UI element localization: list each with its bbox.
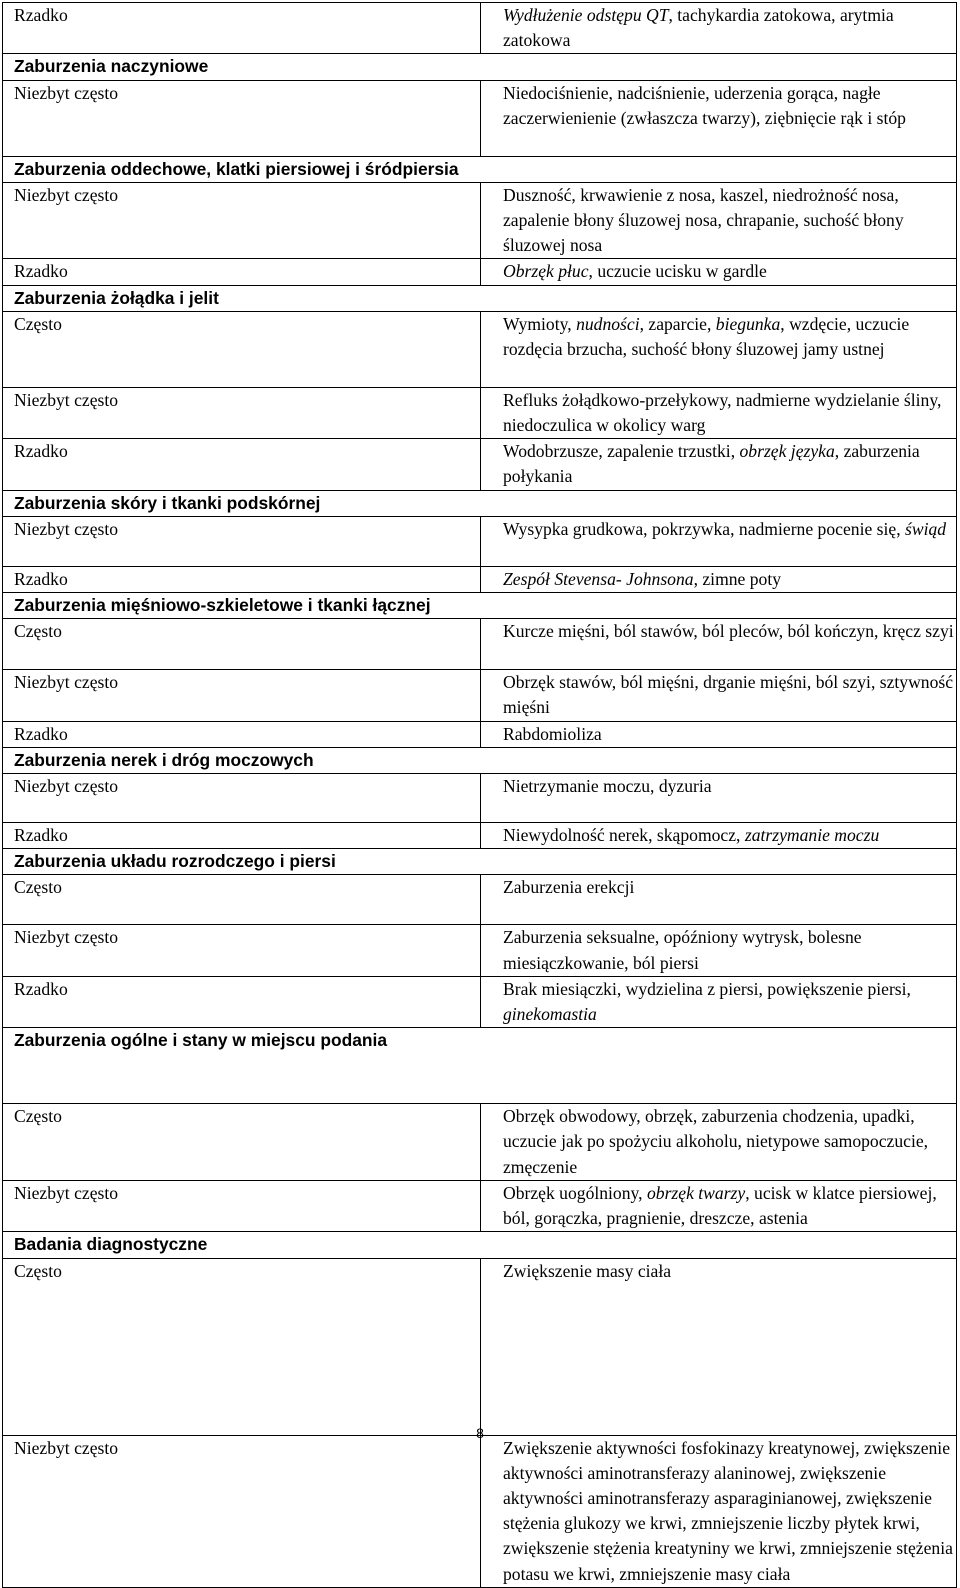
effect-text: Wodobrzusze, zapalenie trzustki, xyxy=(503,441,740,462)
section-header-row xyxy=(3,747,957,773)
table-row xyxy=(3,182,957,259)
effect-text: Wysypka grudkowa, pokrzywka, nadmierne pocenie się, xyxy=(503,518,906,539)
frequency-cell: Niezbyt często xyxy=(3,516,481,566)
frequency-cell: Często xyxy=(3,875,481,925)
effect-text: Zwiększenie masy ciała xyxy=(503,1260,672,1281)
table-row xyxy=(3,516,957,566)
section-header-row xyxy=(3,490,957,516)
effect-text: Niedociśnienie, nadciśnienie, uderzenia gorąca, nagłe zaczerwienienie (zwłaszcza twarzy), ziębnięcie rąk i stóp xyxy=(503,82,906,128)
frequency-cell: Niezbyt często xyxy=(3,387,481,438)
frequency-cell: Często xyxy=(3,619,481,670)
effect-text-italic: Wydłużenie odstępu QT xyxy=(503,5,669,25)
section-title: Zaburzenia układu rozrodczego i piersi xyxy=(3,849,957,875)
effect-cell xyxy=(481,1104,957,1181)
table-row xyxy=(3,976,957,1027)
table-row xyxy=(3,619,957,670)
frequency-cell: Często xyxy=(3,1258,481,1435)
effect-cell xyxy=(481,566,957,592)
table-row xyxy=(3,387,957,438)
frequency-cell: Rzadko xyxy=(3,566,481,592)
frequency-cell: Rzadko xyxy=(3,3,481,54)
table-row xyxy=(3,925,957,976)
effect-cell xyxy=(481,1435,957,1587)
table-row xyxy=(3,774,957,823)
table-row xyxy=(3,875,957,925)
frequency-cell: Rzadko xyxy=(3,439,481,490)
effect-cell xyxy=(481,439,957,490)
section-header-row xyxy=(3,54,957,80)
effect-cell xyxy=(481,80,957,156)
effect-text: , ucisk w klatce piersiowej, ból, gorączka, pragnienie, dreszcze, astenia xyxy=(503,1182,937,1229)
frequency-cell: Niezbyt często xyxy=(3,1180,481,1231)
table-row xyxy=(3,1435,957,1587)
section-title: Zaburzenia naczyniowe xyxy=(3,54,957,80)
effect-text: Zwiększenie aktywności fosfokinazy kreatynowej, zwiększenie aktywności aminotransferazy alaninowej, zwiększenie aktywności aminotransferazy asparaginianowej, zwiększenie stężenia glukozy we krwi, zmniejszenie liczby płytek krwi, zwiększenie stężenia kreatyniny we krwi, zmniejszenie stężenia potasu we krwi, zmniejszenie masy ciała xyxy=(503,1437,953,1584)
effect-text-italic: nudności xyxy=(576,313,640,334)
frequency-cell: Często xyxy=(3,1104,481,1181)
frequency-cell: Niezbyt często xyxy=(3,774,481,823)
effect-text: Rabdomioliza xyxy=(503,723,602,744)
section-title: Zaburzenia mięśniowo-szkieletowe i tkanki łącznej xyxy=(3,593,957,619)
frequency-cell: Rzadko xyxy=(3,976,481,1027)
effect-text-italic: obrzęk twarzy xyxy=(646,1182,746,1203)
effect-text: Refluks żołądkowo-przełykowy, nadmierne wydzielanie śliny, niedoczulica w okolicy warg xyxy=(503,389,942,436)
effect-text: Nietrzymanie moczu, dyzuria xyxy=(503,776,712,797)
effect-text-italic: świąd xyxy=(905,518,947,539)
section-header-row xyxy=(3,1028,957,1104)
table-row xyxy=(3,439,957,490)
effect-text: Duszność, krwawienie z nosa, kaszel, niedrożność nosa, zapalenie błony śluzowej nosa, chrapanie, suchość błony śluzowej nosa xyxy=(503,184,904,256)
effect-cell xyxy=(481,823,957,849)
effect-cell xyxy=(481,1180,957,1231)
effect-cell xyxy=(481,774,957,823)
frequency-cell: Niezbyt często xyxy=(3,670,481,721)
table-row xyxy=(3,1180,957,1231)
effect-text: Brak miesiączki, wydzielina z piersi, powiększenie piersi, xyxy=(503,978,911,999)
effect-cell xyxy=(481,976,957,1027)
effect-text: Obrzęk uogólniony, xyxy=(503,1182,647,1203)
effect-cell xyxy=(481,311,957,387)
section-header-row xyxy=(3,593,957,619)
section-title: Zaburzenia ogólne i stany w miejscu podania xyxy=(3,1028,957,1104)
table-body xyxy=(3,3,957,1588)
effect-text: , wzdęcie, uczucie rozdęcia brzucha, suchość błony śluzowej jamy ustnej xyxy=(503,313,910,360)
section-header-row xyxy=(3,849,957,875)
effect-cell xyxy=(481,721,957,747)
effect-text: , zaparcie, xyxy=(639,313,716,334)
effect-text: , zaburzenia połykania xyxy=(503,441,920,487)
table-row xyxy=(3,80,957,156)
section-title: Zaburzenia nerek i dróg moczowych xyxy=(3,747,957,773)
table-row xyxy=(3,566,957,592)
frequency-cell: Często xyxy=(3,311,481,387)
frequency-cell: Rzadko xyxy=(3,721,481,747)
frequency-cell: Niezbyt często xyxy=(3,925,481,976)
effect-text-italic: Obrzęk płuc xyxy=(503,261,589,282)
table-row xyxy=(3,1104,957,1181)
section-title: Zaburzenia żołądka i jelit xyxy=(3,285,957,311)
effect-text: , zimne poty xyxy=(693,568,782,589)
effect-text: , tachykardia zatokowa, arytmia zatokowa xyxy=(503,5,894,51)
effect-cell xyxy=(481,3,957,54)
effect-text: Obrzęk obwodowy, obrzęk, zaburzenia chodzenia, upadki, uczucie jak po spożyciu alkoholu, nietypowe samopoczucie, zmęczenie xyxy=(503,1106,929,1177)
table-row xyxy=(3,1258,957,1435)
effect-cell xyxy=(481,387,957,438)
table-row xyxy=(3,3,957,54)
adverse-effects-table xyxy=(2,2,957,1588)
section-title: Badania diagnostyczne xyxy=(3,1232,957,1258)
effect-text-italic: zatrzymanie moczu xyxy=(744,825,880,846)
effect-text-italic: biegunka xyxy=(715,313,781,334)
table-row xyxy=(3,721,957,747)
effect-cell xyxy=(481,925,957,976)
page-number: 8 xyxy=(476,1425,484,1441)
section-header-row xyxy=(3,156,957,182)
effect-text-italic: Zespół Stevensa- Johnsona xyxy=(503,568,694,589)
table-row xyxy=(3,311,957,387)
table-row xyxy=(3,823,957,849)
effect-text-italic: ginekomastia xyxy=(503,1004,597,1025)
frequency-cell: Rzadko xyxy=(3,259,481,285)
effect-cell xyxy=(481,619,957,670)
table-row xyxy=(3,670,957,721)
effect-cell xyxy=(481,1258,957,1435)
effect-text: Zaburzenia seksualne, opóźniony wytrysk, bolesne miesiączkowanie, ból piersi xyxy=(503,927,862,973)
section-title: Zaburzenia oddechowe, klatki piersiowej i śródpiersia xyxy=(3,156,957,182)
effect-cell xyxy=(481,670,957,721)
section-header-row xyxy=(3,285,957,311)
effect-text: Obrzęk stawów, ból mięśni, drganie mięśni, ból szyi, sztywność mięśni xyxy=(503,672,954,718)
effect-text: , uczucie ucisku w gardle xyxy=(588,261,767,282)
effect-text: Niewydolność nerek, skąpomocz, xyxy=(503,825,745,846)
effect-cell xyxy=(481,875,957,925)
section-title: Zaburzenia skóry i tkanki podskórnej xyxy=(3,490,957,516)
effect-cell xyxy=(481,259,957,285)
frequency-cell: Niezbyt często xyxy=(3,80,481,156)
section-header-row xyxy=(3,1232,957,1258)
effect-cell xyxy=(481,182,957,259)
frequency-cell: Rzadko xyxy=(3,823,481,849)
table-row xyxy=(3,259,957,285)
effect-text-italic: obrzęk języka xyxy=(739,441,835,462)
effect-text: Wymioty, xyxy=(503,313,577,334)
effect-cell xyxy=(481,516,957,566)
effect-text: Kurcze mięśni, ból stawów, ból pleców, ból kończyn, kręcz szyi xyxy=(503,621,954,642)
effect-text: Zaburzenia erekcji xyxy=(503,877,635,898)
frequency-cell: Niezbyt często xyxy=(3,1435,481,1587)
frequency-cell: Niezbyt często xyxy=(3,182,481,259)
